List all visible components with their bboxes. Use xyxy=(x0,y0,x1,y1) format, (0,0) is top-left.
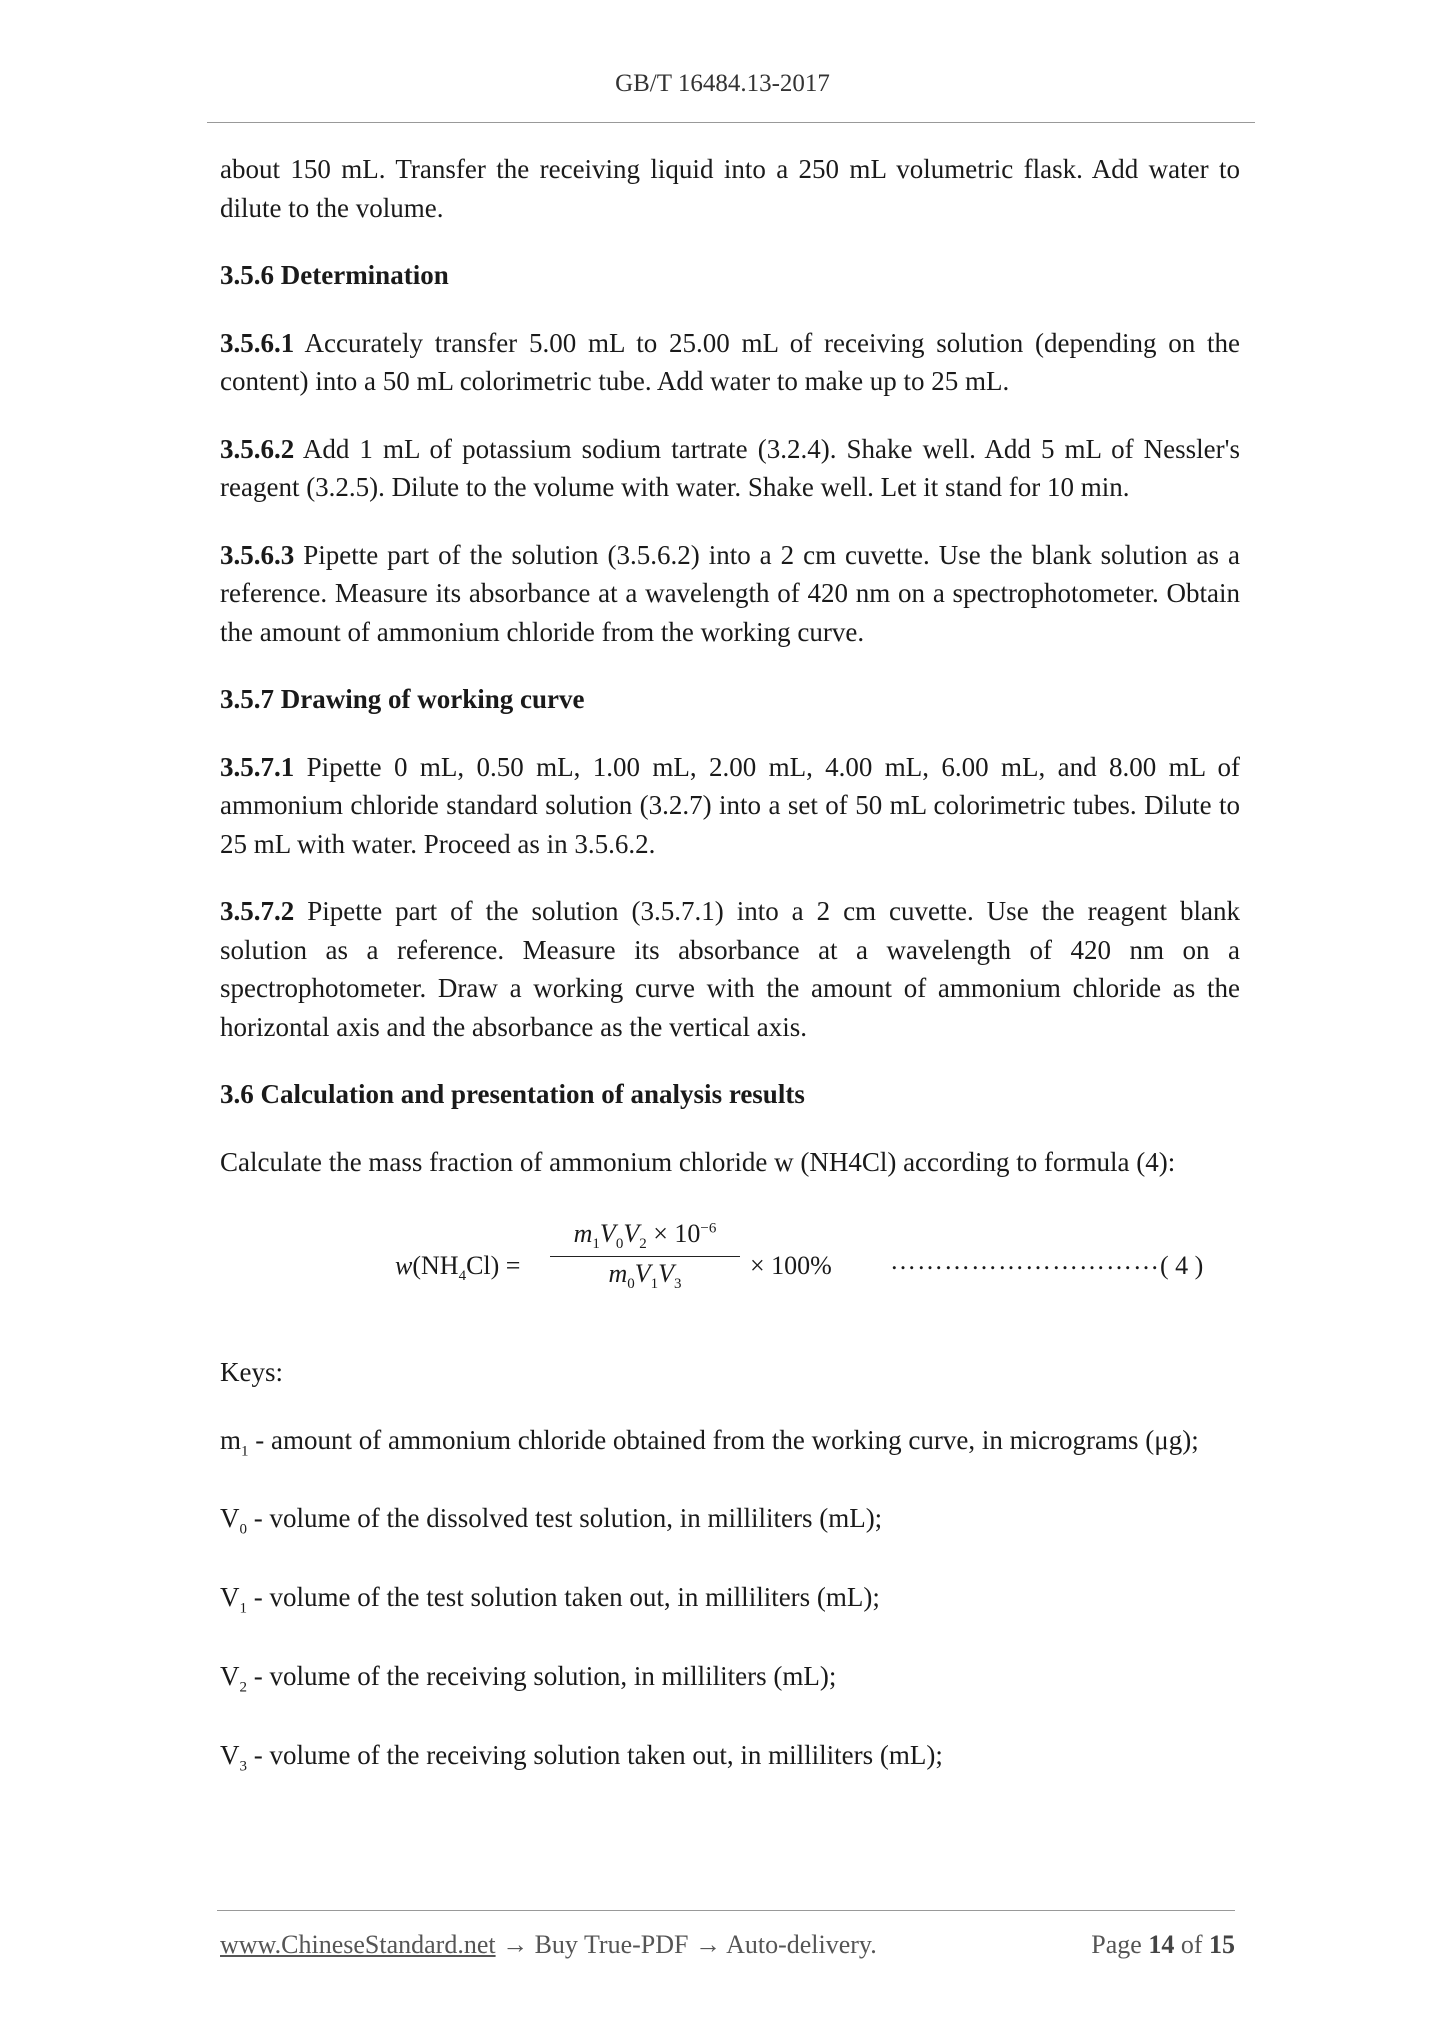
formula-multiplier: × 100% xyxy=(750,1251,832,1280)
calculation-intro: Calculate the mass fraction of ammonium chloride w (NH4Cl) according to formula (4): xyxy=(220,1146,1176,1177)
page-number: 14 xyxy=(1148,1930,1175,1959)
keys-title: Keys: xyxy=(220,1357,283,1387)
key-item: $V_3$ - volume of the receiving solution taken out, in milliliters (mL); xyxy=(220,1740,943,1775)
clause-number: 3.5.7.1 xyxy=(220,751,295,782)
formula-denominator: $m_0V_1V_3$ xyxy=(608,1259,682,1293)
page-indicator: Page 14 of 15 xyxy=(1091,1930,1235,1959)
page-total: 15 xyxy=(1209,1930,1235,1959)
arrow-icon: → xyxy=(495,1930,535,1959)
clause-text: Add 1 mL of potassium sodium tartrate (3.2.4). Shake well. Add 5 mL of Nessler's reagent (3.2.5). Dilute to the volume with water. Shake well. Let it stand for 10 min. xyxy=(220,433,1240,502)
clause-text: Accurately transfer 5.00 mL to 25.00 mL of receiving solution (depending on the content) into a 50 mL colorimetric tube. Add water to make up to 25 mL. xyxy=(220,327,1240,396)
clause-text: Pipette part of the solution (3.5.7.1) into a 2 cm cuvette. Use the reagent blank solution as a reference. Measure its absorbance at a wavelength of 420 nm on a spectrophotometer. Draw a working curve with the amount of ammonium chloride as the horizontal axis and the absorbance as the vertical axis. xyxy=(220,896,1240,1042)
paragraph-continuation: about 150 mL. Transfer the receiving liquid into a 250 mL volumetric flask. Add water to dilute to the volume. xyxy=(220,154,1240,223)
key-item: $V_0$ - volume of the dissolved test solution, in milliliters (mL); xyxy=(220,1503,883,1538)
formula-4 xyxy=(220,1219,1240,1324)
formula-number: ( 4 ) xyxy=(1160,1251,1204,1280)
clause-3-5-6-2 xyxy=(220,430,1240,507)
clause-3-5-6-3 xyxy=(220,536,1240,652)
key-item: $m_1$ - amount of ammonium chloride obtained from the working curve, in micrograms (μg); xyxy=(220,1424,1199,1459)
clause-number: 3.5.6.3 xyxy=(220,539,295,570)
site-link[interactable]: www.ChineseStandard.net xyxy=(220,1930,496,1959)
key-item: $V_2$ - volume of the receiving solution, in milliliters (mL); xyxy=(220,1661,837,1696)
clause-3-5-7-2 xyxy=(220,892,1240,1046)
heading-3-5-7: 3.5.7 Drawing of working curve xyxy=(220,684,585,714)
clause-number: 3.5.6.2 xyxy=(220,433,295,464)
formula-leader-dots: ………………………… xyxy=(890,1246,1160,1275)
formula-lhs: $w(NH_4Cl)$ = xyxy=(395,1251,521,1285)
document-code-header: GB/T 16484.13-2017 xyxy=(615,70,830,97)
keys-list xyxy=(220,1421,1240,1786)
clause-text: Pipette part of the solution (3.5.6.2) into a 2 cm cuvette. Use the blank solution as a reference. Measure its absorbance at a wavelength of 420 nm on a spectrophotometer. Obtain the amount of ammonium chloride from the working curve. xyxy=(220,539,1240,647)
formula-fraction xyxy=(550,1219,740,1293)
page-content xyxy=(220,150,1240,1786)
header-divider xyxy=(207,122,1255,123)
footer-divider xyxy=(217,1910,1235,1911)
key-item: $V_1$ - volume of the test solution taken out, in milliliters (mL); xyxy=(220,1582,880,1617)
heading-3-5-6: 3.5.6 Determination xyxy=(220,260,449,290)
clause-number: 3.5.7.2 xyxy=(220,896,295,926)
clause-3-5-6-1 xyxy=(220,324,1240,401)
heading-3-6: 3.6 Calculation and presentation of analysis results xyxy=(220,1079,805,1109)
footer-promo: www.ChineseStandard.net → Buy True-PDF → Auto-delivery. xyxy=(220,1930,877,1959)
formula-numerator: $m_1V_0V_2 \times 10^{-6}$ xyxy=(550,1219,740,1257)
clause-number: 3.5.6.1 xyxy=(220,327,295,358)
clause-3-5-7-1 xyxy=(220,748,1240,864)
arrow-icon: → xyxy=(688,1930,727,1959)
clause-text: Pipette 0 mL, 0.50 mL, 1.00 mL, 2.00 mL, 4.00 mL, 6.00 mL, and 8.00 mL of ammonium chloride standard solution (3.2.7) into a set of 50 mL colorimetric tubes. Dilute to 25 mL with water. Proceed as in 3.5.6.2. xyxy=(220,751,1240,859)
